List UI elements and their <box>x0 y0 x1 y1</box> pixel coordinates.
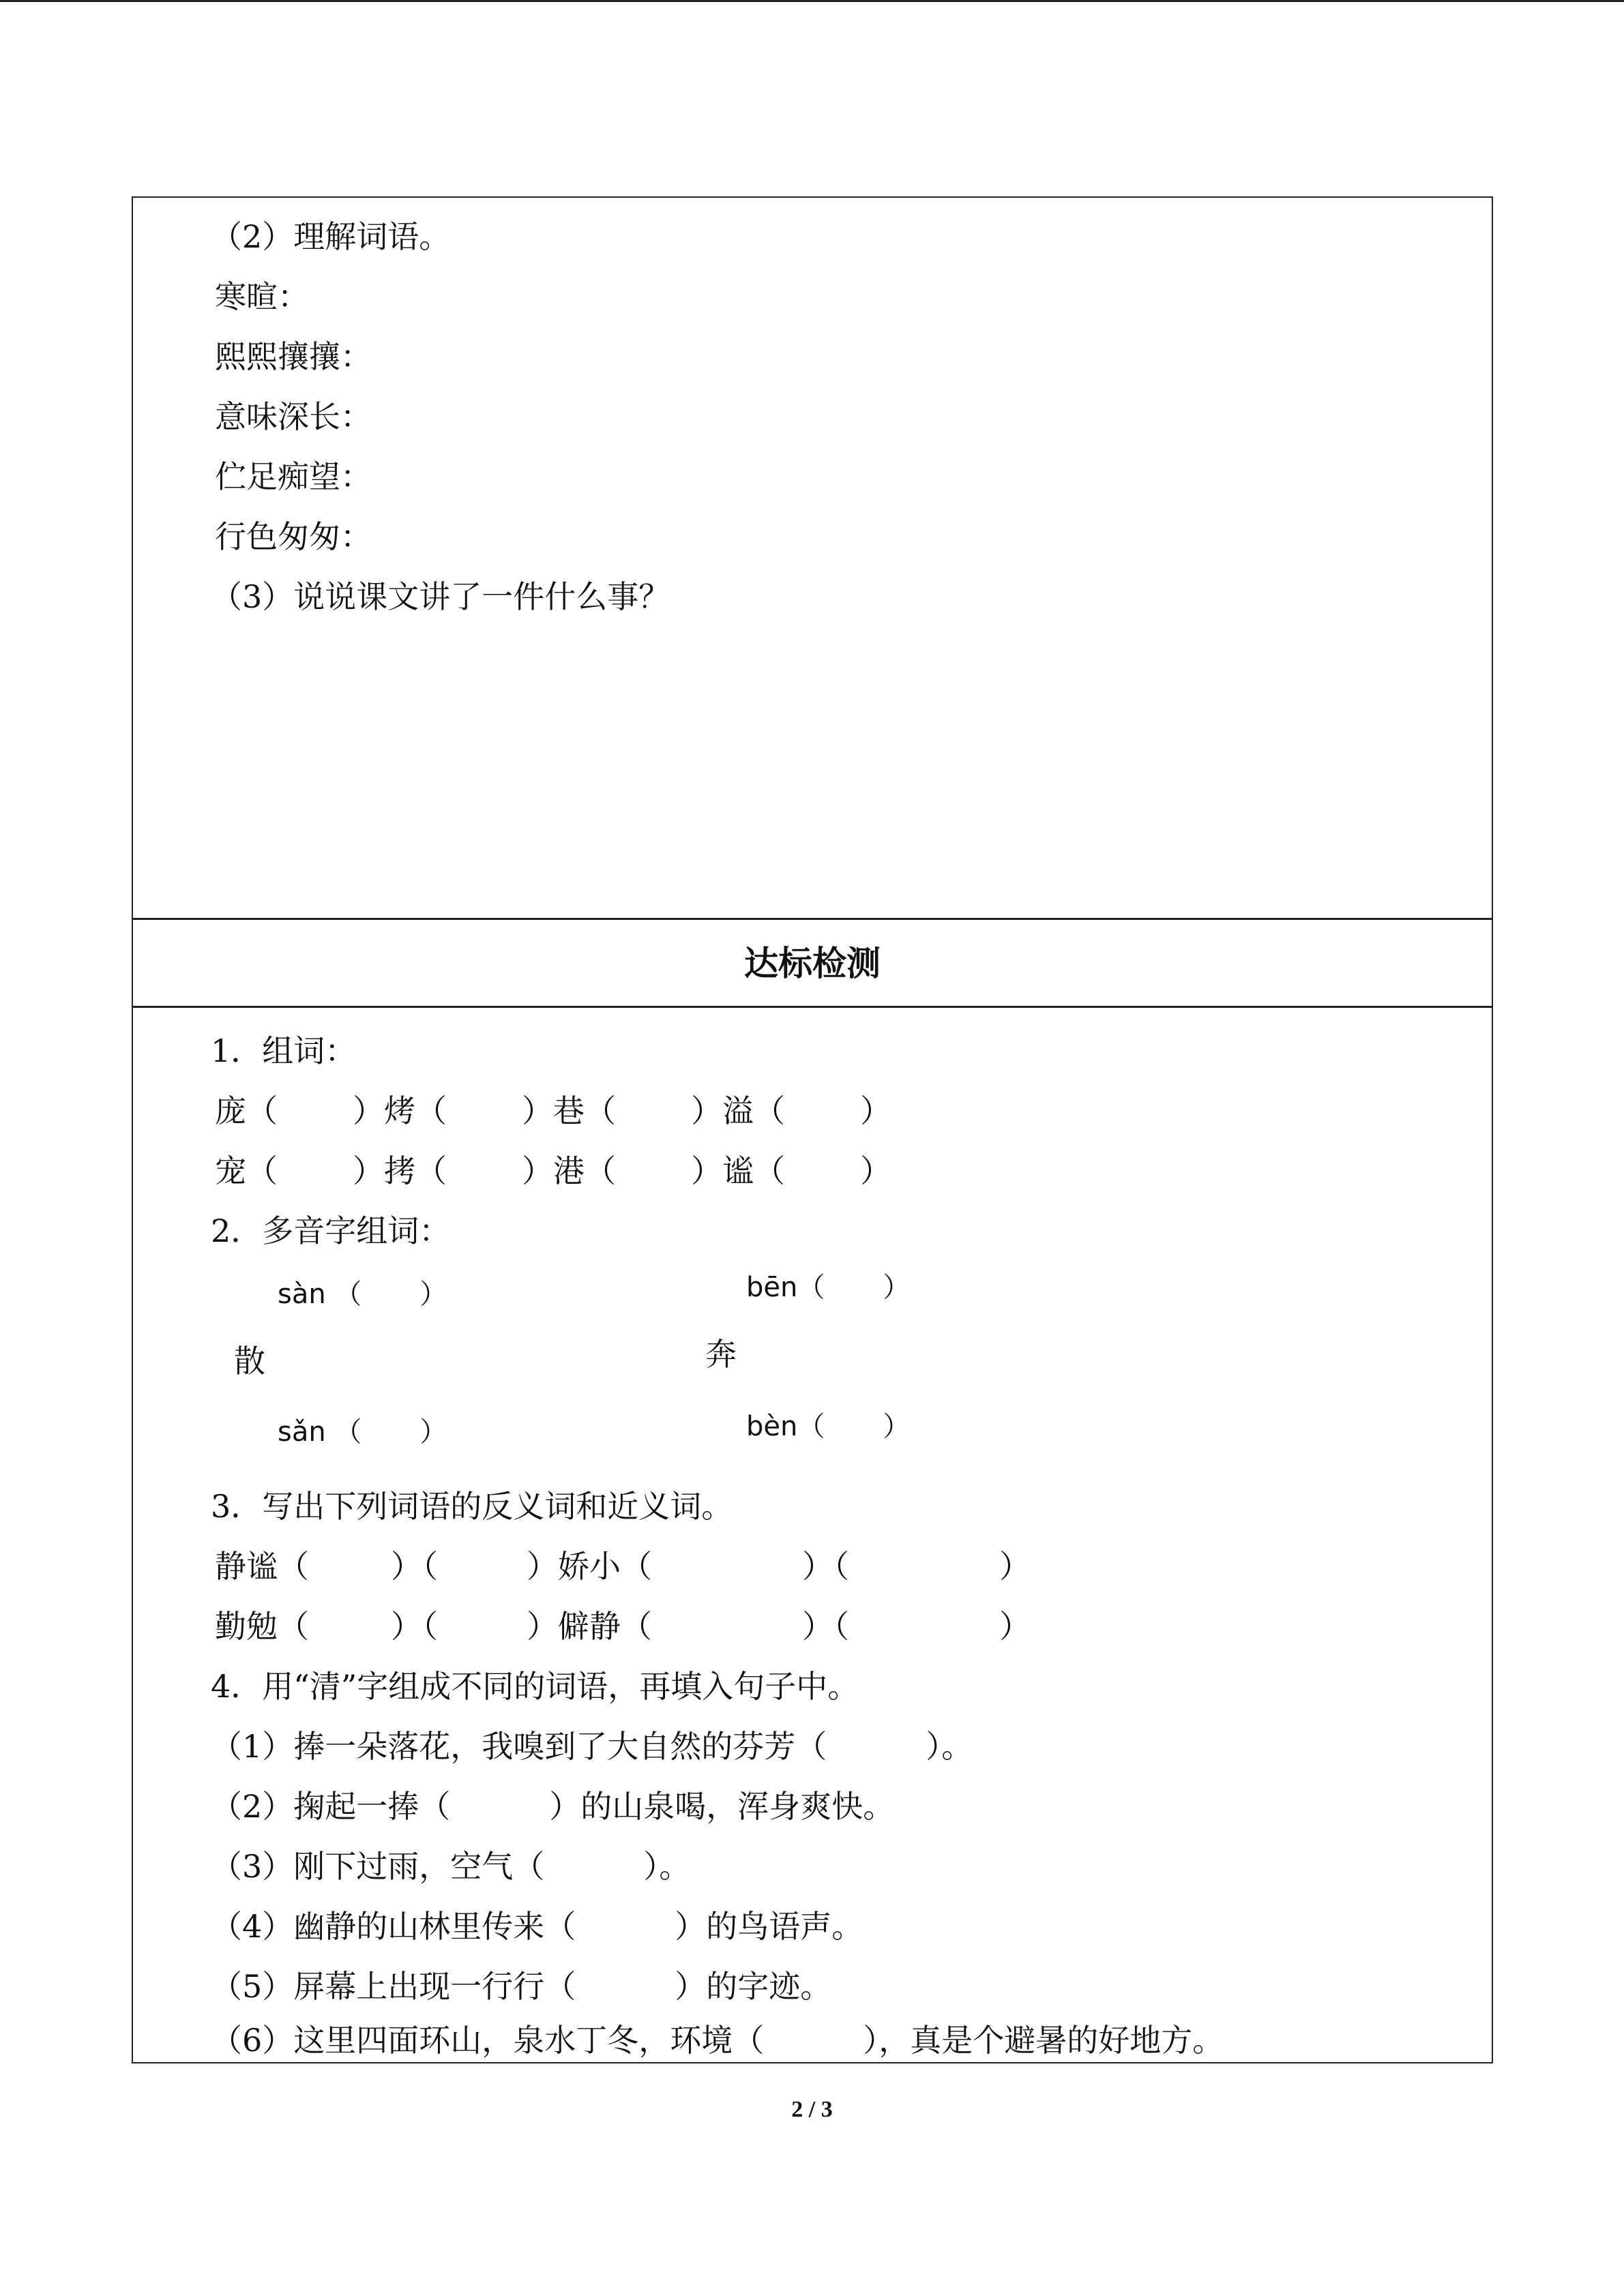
q4-title: 4．用“清”字组成不同的词语，再填入句子中。 <box>211 1668 859 1705</box>
top-border-line <box>0 0 1624 2</box>
q3-row-2: 勤勉（ ）（ ）僻静（ ）（ ） <box>215 1608 1031 1645</box>
section-vocabulary-box <box>132 196 1493 919</box>
q4-item-3: （3）刚下过雨，空气（ ）。 <box>211 1848 691 1885</box>
q3-title: （3）说说课文讲了一件什么事？ <box>211 578 670 615</box>
section-exercises-box <box>132 1007 1493 2063</box>
vocab-item: 寒暄： <box>215 278 309 315</box>
vocab-item: 熙熙攘攘： <box>215 338 372 375</box>
section-heading-box <box>132 919 1493 1007</box>
vocab-item: 伫足痴望： <box>215 458 372 495</box>
san-bottom-pinyin: sǎn （ ） <box>278 1416 447 1448</box>
q2-title: （2）理解词语。 <box>211 218 451 255</box>
q4-item-1: （1）捧一朵落花，我嗅到了大自然的芬芳（ ）。 <box>211 1728 973 1765</box>
q1-row-1: 庞（ ）烤（ ）巷（ ）溢（ ） <box>215 1092 891 1129</box>
q3-row-1: 静谧（ ）（ ）娇小（ ）（ ） <box>215 1548 1031 1585</box>
ben-bottom-pinyin: bèn（ ） <box>746 1411 911 1442</box>
san-top-pinyin: sàn （ ） <box>278 1279 447 1310</box>
q3-title: 3．写出下列词语的反义词和近义词。 <box>211 1488 733 1525</box>
q4-item-4: （4）幽静的山林里传来（ ）的鸟语声。 <box>211 1908 863 1945</box>
ben-top-pinyin: bēn（ ） <box>746 1272 911 1303</box>
q2-title: 2．多音字组词： <box>211 1212 451 1249</box>
san-char: 散 <box>234 1343 265 1380</box>
q4-item-5: （5）屏幕上出现一行行（ ）的字迹。 <box>211 1968 832 2005</box>
vocab-item: 行色匆匆： <box>215 518 372 555</box>
section-heading: 达标检测 <box>744 944 881 983</box>
page-number: 2 / 3 <box>791 2097 833 2122</box>
q1-row-2: 宠（ ）拷（ ）港（ ）谧（ ） <box>215 1152 891 1189</box>
q4-item-2: （2）掬起一捧（ ）的山泉喝，浑身爽快。 <box>211 1788 895 1825</box>
ben-char: 奔 <box>705 1336 737 1373</box>
vocab-item: 意味深长： <box>215 398 372 435</box>
q1-title: 1．组词： <box>211 1032 357 1069</box>
q4-item-6: （6）这里四面环山，泉水丁冬，环境（ ），真是个避暑的好地方。 <box>211 2022 1224 2059</box>
